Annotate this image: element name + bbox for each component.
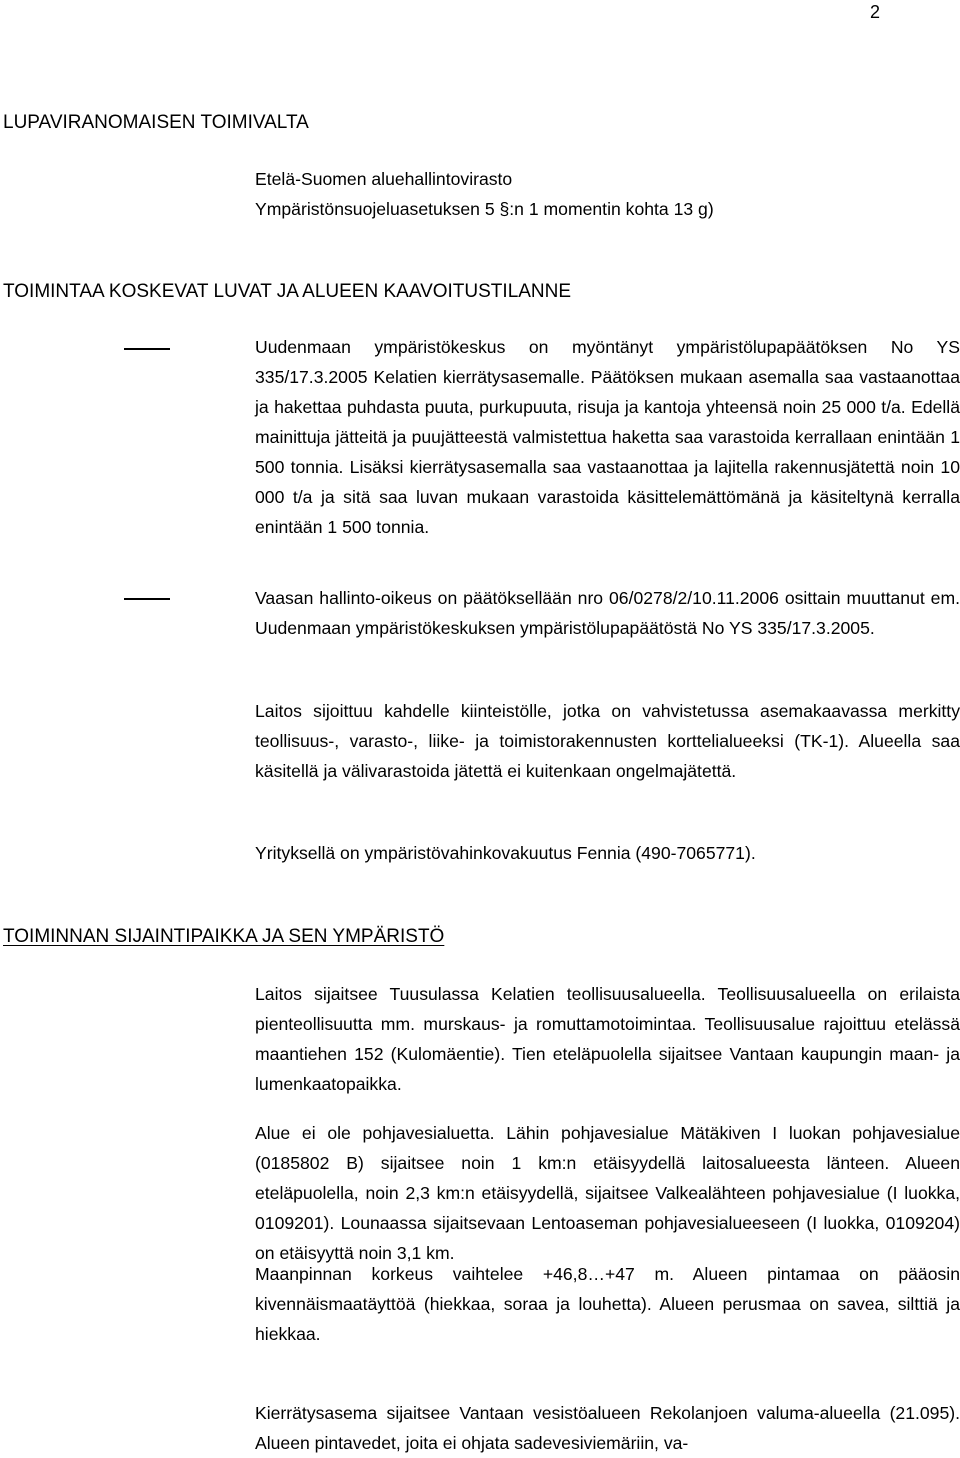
page-number: 2 — [870, 2, 881, 22]
authority-line: Etelä-Suomen aluehallintovirasto — [255, 169, 513, 189]
location-paragraph: Laitos sijaitsee Tuusulassa Kelatien teollisuusalueella. Teollisuusalueella on erilaista pienteollisuutta mm. murskaus- ja romuttamotoimintaa. Teollisuusalue rajoittuu etelässä maantiehen 152 (Kulomäentie). Tien eteläpuolella sijaitsee Vantaan kaupungin maan- ja lumenkaatopaikka. — [255, 984, 960, 1094]
bullet-dash — [124, 348, 170, 350]
permits-heading: TOIMINTAA KOSKEVAT LUVAT JA ALUEEN KAAVOITUSTILANNE — [3, 281, 572, 302]
authority-line: Ympäristönsuojeluasetuksen 5 §:n 1 momentin kohta 13 g) — [255, 199, 714, 219]
groundwater-paragraph: Alue ei ole pohjavesialuetta. Lähin pohjavesialue Mätäkiven I luokan pohjavesialue (0185802 B) sijaitsee noin 1 km:n etäisyydellä laitosalueesta länteen. Alueen eteläpuolella, noin 2,3 km:n etäisyydellä, sijaitsee Valkealähteen pohjavesialue (I luokka, 0109201). Lounaassa sijaitsevaan Lentoaseman pohjavesialueeseen (I luokka, 0109204) on etäisyyttä noin 3,1 km. — [255, 1123, 960, 1263]
authority-body — [255, 164, 960, 224]
watershed-paragraph: Kierrätysasema sijaitsee Vantaan vesistöalueen Rekolanjoen valuma-alueella (21.095). Alueen pintavedet, joita ei ohjata sadevesiviemäriin, va- — [255, 1403, 960, 1453]
bullet-dash — [124, 598, 170, 600]
authority-heading: LUPAVIRANOMAISEN TOIMIVALTA — [3, 112, 309, 133]
location-heading: TOIMINNAN SIJAINTIPAIKKA JA SEN YMPÄRISTÖ — [3, 926, 445, 947]
elevation-paragraph: Maanpinnan korkeus vaihtelee +46,8…+47 m. Alueen pintamaa on pääosin kivennäismaatäyttöä (hiekkaa, soraa ja louhetta). Alueen perusmaa on savea, silttiä ja hiekkaa. — [255, 1264, 960, 1344]
zoning-paragraph: Laitos sijoittuu kahdelle kiinteistölle, jotka on vahvistetussa asemakaavassa merkitty teollisuus-, varasto-, liike- ja toimistorakennusten korttelialueeksi (TK-1). Alueella saa käsitellä ja välivarastoida jätettä ei kuitenkaan ongelmajätettä. — [255, 701, 960, 781]
permit-decision-paragraph: Uudenmaan ympäristökeskus on myöntänyt ympäristölupapäätöksen No YS 335/17.3.2005 Kelatien kierrätysasemalle. Päätöksen mukaan asemalla saa vastaanottaa ja hakettaa puhdasta puuta, purkupuuta, risuja ja kantoja yhteensä noin 25 000 t/a. Edellä mainittuja jätteitä ja puujätteestä valmistettua haketta saa varastoida kerrallaan enintään 1 500 tonnia. Lisäksi kierrätysasemalla saa vastaanottaa ja lajitella rakennusjätettä noin 10 000 t/a ja sitä saa luvan mukaan varastoida käsittelemättömänä ja käsiteltynä kerralla enintään 1 500 tonnia. — [255, 337, 960, 537]
court-decision-paragraph: Vaasan hallinto-oikeus on päätöksellään nro 06/0278/2/10.11.2006 osittain muuttanut em. Uudenmaan ympäristökeskuksen ympäristölupapäätöstä No YS 335/17.3.2005. — [255, 588, 960, 638]
insurance-paragraph: Yrityksellä on ympäristövahinkovakuutus Fennia (490-7065771). — [255, 843, 756, 863]
